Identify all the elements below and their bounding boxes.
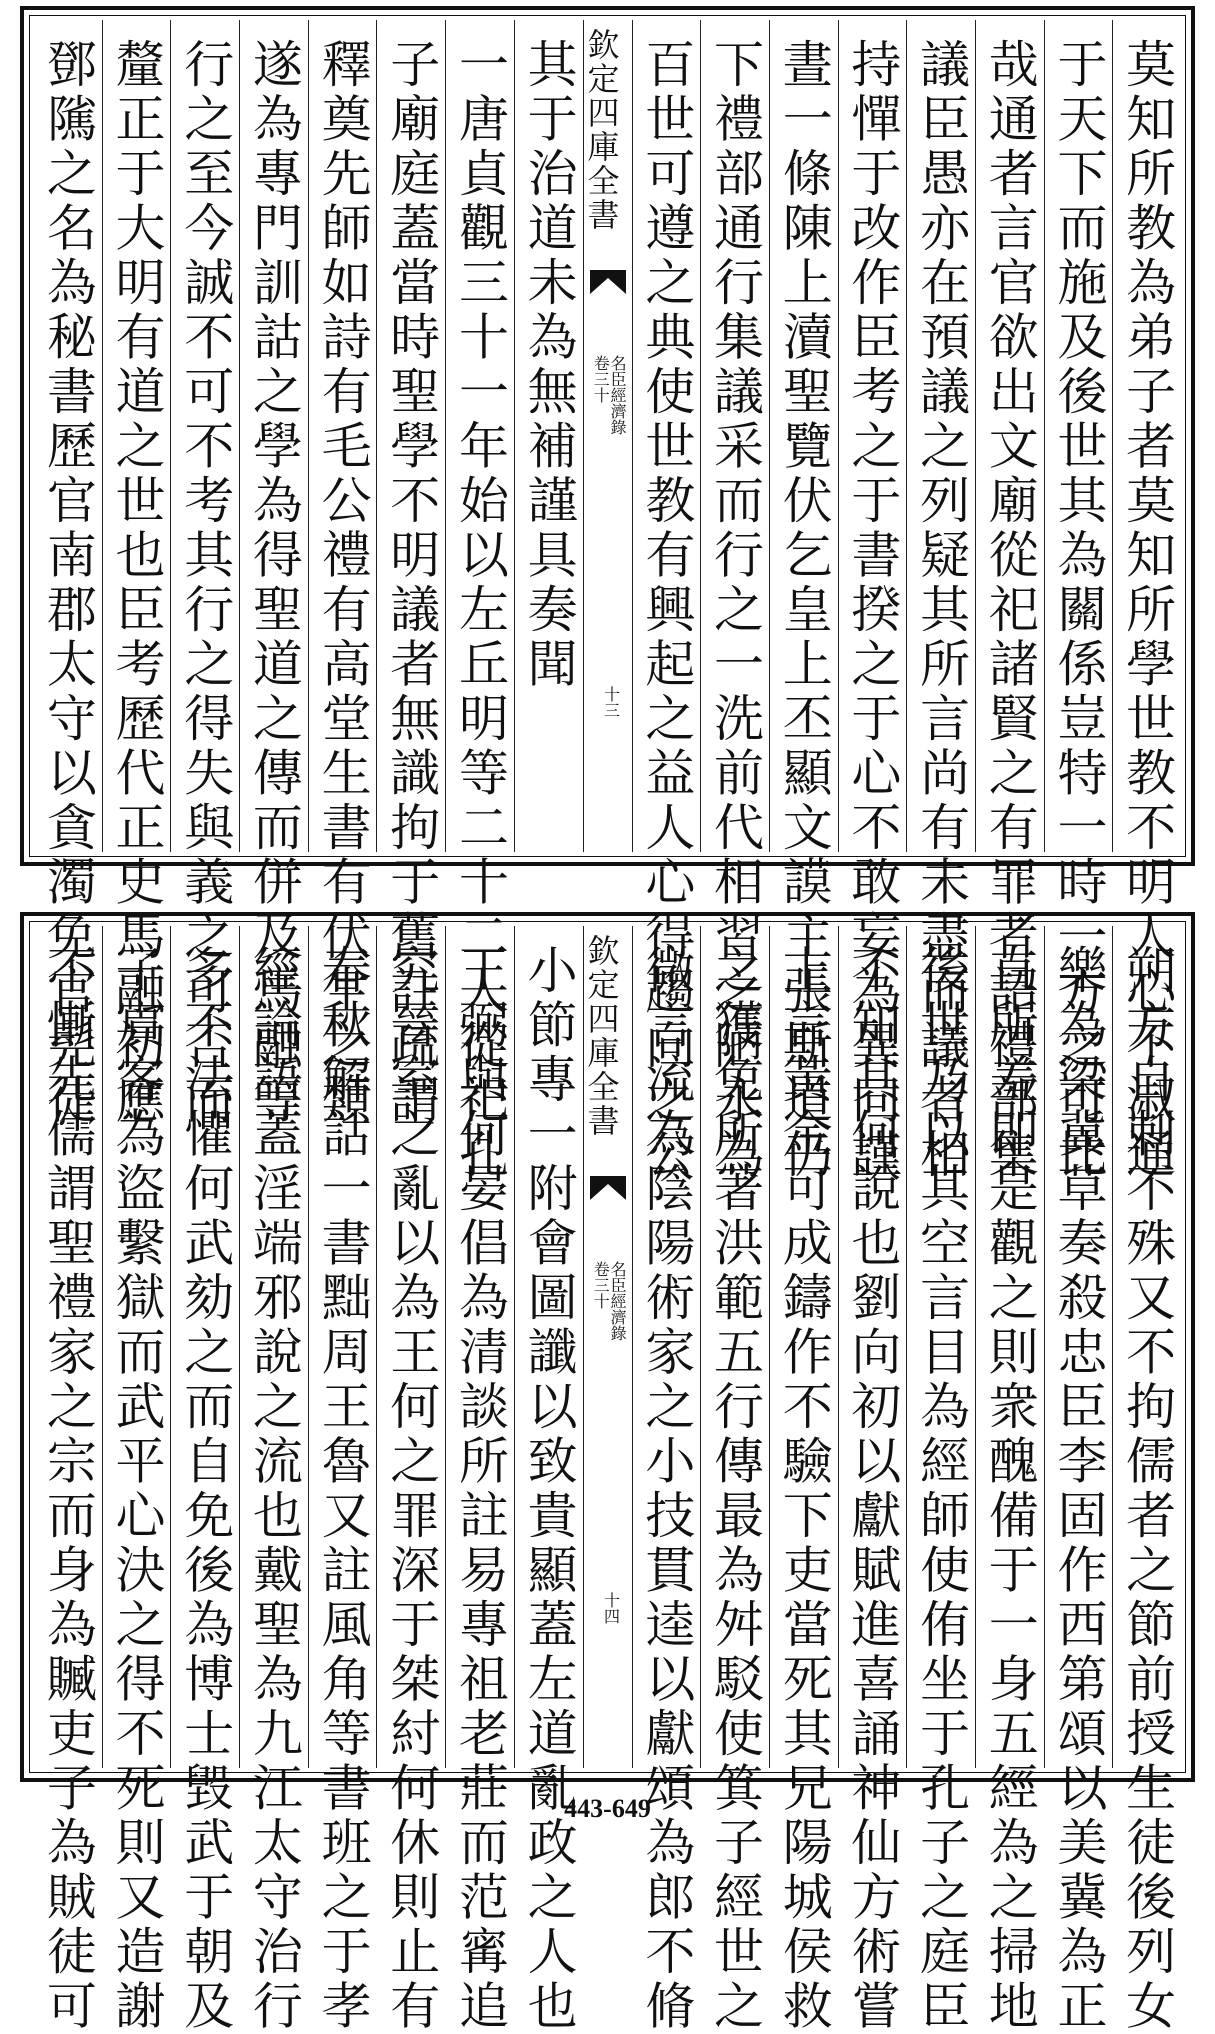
text-column (514, 20, 583, 852)
page-code: 443-649 (564, 1794, 651, 1823)
column-text: 釋奠先師如詩有毛公禮有高堂生書有伏生之類 (313, 38, 372, 1128)
text-column (838, 20, 907, 1183)
column-text: 王弼與何晏倡為清談所註易專祖老莊而范寗追 (450, 944, 509, 2034)
column-text: 持憚于改作臣考之于書揆之于心不敢妄為異同謹 (843, 38, 902, 1183)
column-text: 下禮部通行集議采而行之一洗前代相習之陋永為 (706, 38, 765, 1183)
column-text: 哉通者言官欲出文廟從祀諸賢之有罪者詔禮部集 (980, 38, 1039, 1183)
column-text: 子賔客為盜繫獄而武平心決之得不死則又造謝 (107, 944, 166, 2034)
text-column (102, 926, 171, 2034)
column-text: 究晉室之亂以為王何之罪深于桀紂何休則止有 (382, 944, 441, 2034)
fish-tail-mark-icon (588, 1174, 628, 1202)
fish-tail-mark-icon (588, 268, 628, 296)
text-column (102, 20, 171, 1128)
column-text: 樂為梁冀草奏殺忠臣李固作西第頌以美冀為正 (1049, 944, 1108, 2034)
column-text: 春秋解詁一書黜周王魯又註風角等書班之于孝 (313, 944, 372, 2034)
column-text: 不知其何說也劉向初以獻賦進喜誦神仙方術嘗 (843, 944, 902, 2034)
column-text: 莫知所教為弟子者莫知所學世教不明人心不淑通 (1118, 38, 1177, 1183)
text-column (632, 926, 701, 2034)
leaf-number: 十四 (601, 1592, 621, 1624)
text-column (906, 926, 975, 2034)
column-text: 之獲免所著洪範五行傳最為舛駁使箕子經世之 (706, 944, 765, 2034)
column-text: 微言流為陰陽術家之小技貫逵以獻頌為郎不脩 (637, 944, 696, 2034)
book-subtitle: 名臣經濟錄 卷三十 (591, 1261, 628, 1341)
column-text: 鄧隲之名為秘書歷官南郡太守以貪濁免官髡徒 (38, 38, 97, 1128)
text-column (445, 926, 514, 2034)
text-column (975, 20, 1044, 1183)
column-text: 一唐貞觀三十一年始以左丘明等二十二人從祀孔 (450, 38, 509, 1183)
text-column (1112, 20, 1181, 1183)
book-title: 欽定四庫全書 (582, 934, 621, 1138)
text-column (975, 926, 1044, 2034)
column-text: 議臣愚亦在預議之列疑其所言尚有未盡而議者相 (912, 38, 971, 1183)
leaf-number: 十三 (601, 686, 621, 718)
text-column (514, 926, 583, 2034)
column-text: 釐正于大明有道之世也臣考歷代正史馬融初應 (107, 38, 166, 1128)
center-fold (583, 20, 632, 852)
text-column (308, 20, 377, 1128)
column-text: 于天下而施及後世其為關係豈特一時一方之可比 (1049, 38, 1108, 1183)
text-column (170, 926, 239, 2034)
text-column (170, 20, 239, 1128)
text-column (906, 20, 975, 1183)
column-text: 百世可遵之典使世教有興起之益人心得趨向之公 (637, 38, 696, 1183)
column-text: 經論語蓋淫端邪說之流也戴聖為九江太守治行 (244, 944, 303, 2034)
text-column (34, 20, 102, 1128)
column-text: 直所羞即是觀之則衆醜備于一身五經為之掃地 (980, 944, 1039, 2034)
text-column (769, 20, 838, 1183)
column-text: 遂為專門訓詁之學為得聖道之傳而併及馬融等 (244, 38, 303, 1128)
book-title: 欽定四庫全書 (582, 28, 621, 232)
column-text: 行之至今誠不可不考其行之得失與義之可否而 (176, 38, 235, 1128)
column-text: 多不法懼何武劾之而自免後為博士毀武于朝及 (176, 944, 235, 2034)
column-text: 不慚先儒謂聖禮家之宗而身為贓吏子為賊徒可 (38, 944, 97, 2034)
column-text: 晝一條陳上瀆聖覽伏乞皇上丕顯文謨主張斯道仍 (774, 38, 833, 1183)
top-page-frame (20, 6, 1195, 1183)
column-text: 朔方自刺不殊又不拘儒者之節前授生徒後列女 (1118, 944, 1177, 2034)
text-column (1112, 926, 1181, 2034)
text-column (700, 926, 769, 2034)
text-column (445, 20, 514, 1183)
text-column (1044, 20, 1113, 1183)
text-column (34, 926, 102, 2034)
top-columns (34, 20, 1181, 1183)
center-fold (583, 926, 632, 1768)
text-column (376, 926, 445, 2034)
text-column (239, 926, 308, 2034)
column-text: 小節專一附會圖讖以致貴顯蓋左道亂政之人也 (519, 944, 578, 2034)
text-column (376, 20, 445, 1128)
text-column (1044, 926, 1113, 2034)
text-column (239, 20, 308, 1128)
column-text: 子廟庭蓋當時聖學不明議者無識拘于舊註疏謂 (382, 38, 441, 1128)
text-column (838, 926, 907, 2034)
book-subtitle: 名臣經濟錄 卷三十 (591, 355, 628, 435)
text-column (632, 20, 701, 1183)
text-column (769, 926, 838, 2034)
text-column (700, 20, 769, 1183)
column-text: 上言黃金可成鑄作不驗下吏當死其兄陽城侯救 (774, 944, 833, 2034)
column-text: 後世乃以其空言目為經師使侑坐于孔子之庭臣 (912, 944, 971, 2034)
text-column (308, 926, 377, 2034)
column-text: 其于治道未為無補謹具奏聞 (519, 38, 578, 692)
